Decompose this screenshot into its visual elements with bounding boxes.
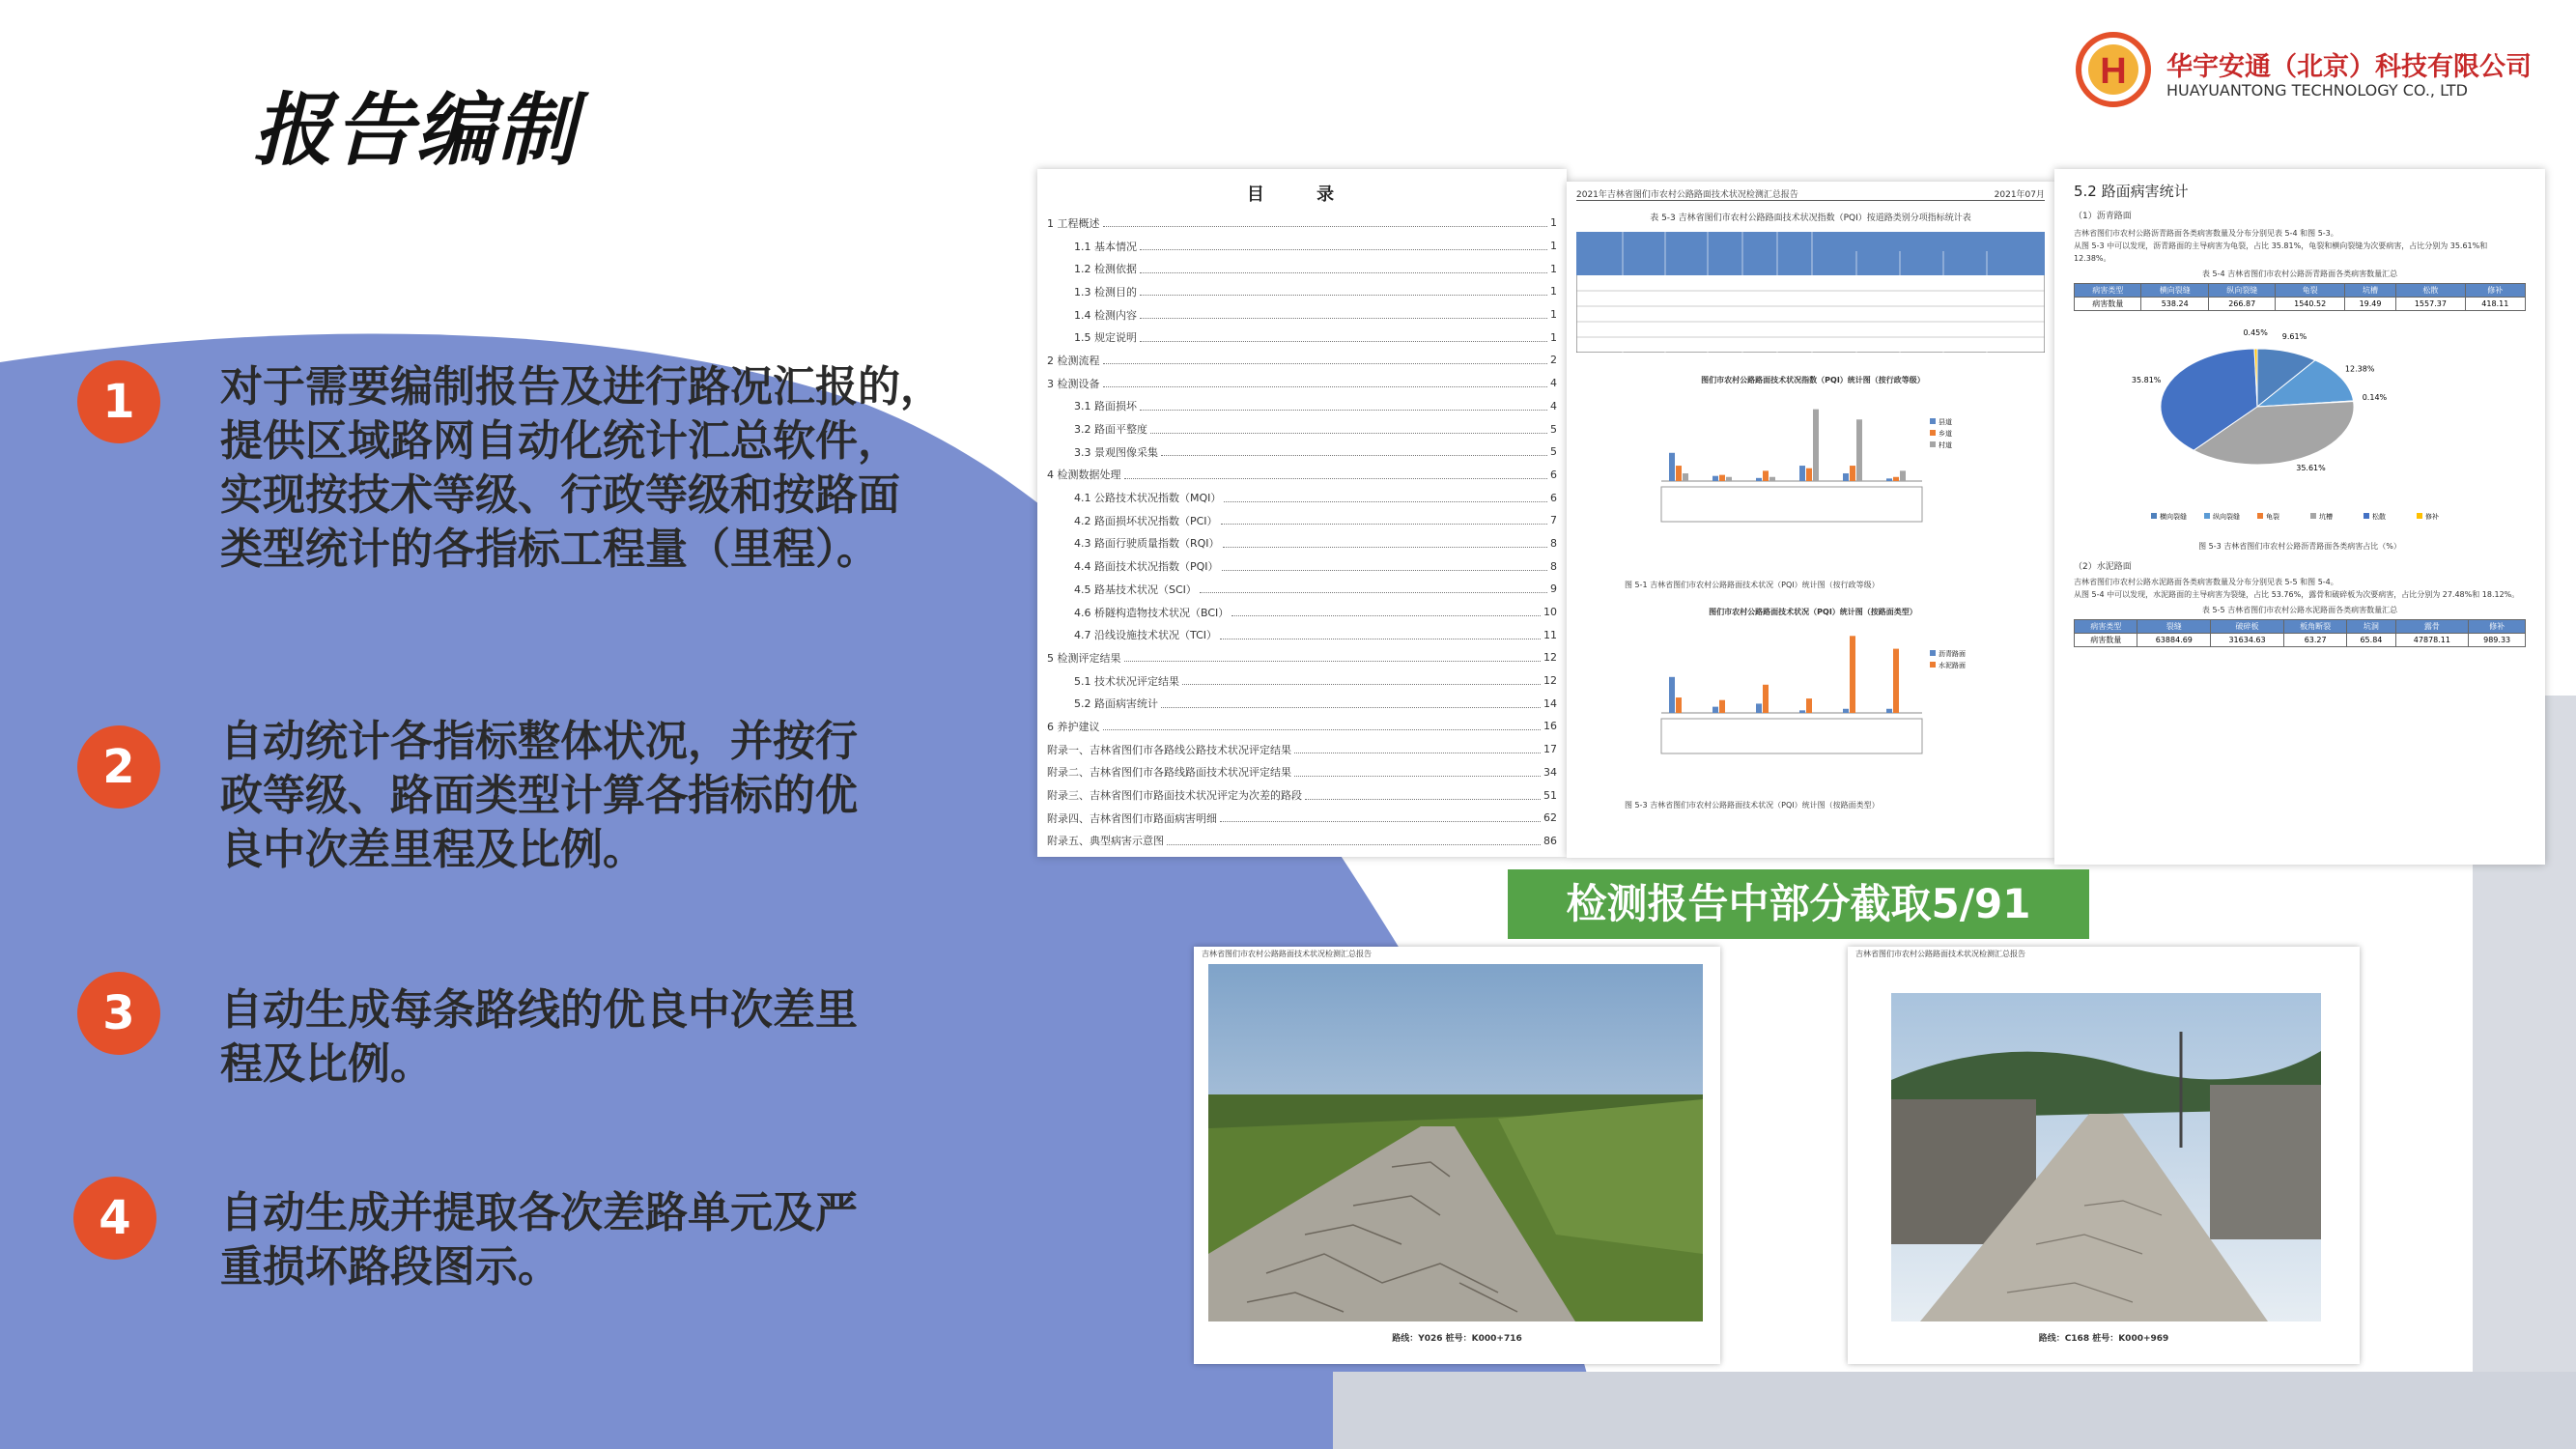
item-3-text: [220, 983, 993, 1092]
table-cell: 989.33: [2469, 634, 2526, 647]
table-cell: 538.24: [2141, 298, 2208, 311]
disease-sub1: （1）沥青路面: [2074, 212, 2132, 221]
table-cell: 1540.52: [2276, 298, 2344, 311]
legend-label: 县道: [1939, 418, 1952, 426]
toc-leader: [1220, 631, 1541, 639]
table-header-cell: 龟裂: [2276, 284, 2344, 298]
legend-swatch: [2310, 513, 2316, 519]
report-page: [1567, 182, 2054, 858]
item-4-line: 自动生成并提取各次差路单元及严: [220, 1188, 858, 1237]
toc-leader: [1103, 722, 1542, 730]
table-cell: 63.27: [2283, 634, 2346, 647]
toc-entry-label: 4.5 路基技术状况（SCI）: [1074, 582, 1197, 596]
item-4-text: [220, 1186, 993, 1294]
table-cell: 63884.69: [2137, 634, 2211, 647]
fig2-title: 图们市农村公路路面技术状况（PQI）统计图（按路面类型）: [1709, 608, 1917, 616]
disease-heading: 5.2 路面病害统计: [2074, 183, 2189, 200]
item-1-text: [220, 360, 1032, 577]
toc-entry-page: 1: [1550, 262, 1557, 275]
toc-entry: [1047, 349, 1557, 372]
table-header-cell: 病害类型: [2075, 620, 2137, 634]
toc-entry: [1047, 464, 1557, 487]
item-4-line: 重损坏路段图示。: [220, 1242, 560, 1292]
disease-table1-caption: 表 5-4 吉林省图们市农村公路沥青路面各类病害数量汇总: [2201, 270, 2398, 278]
toc-entry-label: 5.2 路面病害统计: [1074, 697, 1158, 711]
toc-leader: [1294, 768, 1541, 777]
toc-entry: [1047, 235, 1557, 258]
toc-leader: [1294, 745, 1541, 753]
pie-chart-asphalt: [2074, 315, 2526, 537]
item-2-text: [220, 715, 993, 877]
chart-bar: [1769, 477, 1775, 481]
chart-bar: [1843, 709, 1849, 713]
legend-label: 乡道: [1939, 430, 1952, 438]
fig1-caption: 图 5-1 吉林省图们市农村公路路面技术状况（PQI）统计图（按行政等级）: [1625, 581, 1880, 589]
toc-entry: [1047, 486, 1557, 509]
disease-table-asphalt: [2074, 283, 2526, 311]
legend-swatch: [1930, 650, 1936, 656]
chart-bar: [1799, 710, 1805, 713]
chart-bar: [1856, 419, 1862, 481]
toc-entry-label: 3.1 路面损坏: [1074, 400, 1137, 413]
toc-entry: [1047, 440, 1557, 464]
report-table-caption: 表 5-3 吉林省图们市农村公路路面技术状况指数（PQI）按道路类别分项指标统计表: [1650, 213, 1971, 223]
toc-leader: [1182, 676, 1541, 685]
table-header-cell: 横向裂缝: [2141, 284, 2208, 298]
legend-label: 水泥路面: [1939, 662, 1966, 669]
legend-label: 横向裂缝: [2160, 513, 2187, 521]
report-header-right: 2021年07月: [1994, 190, 2045, 200]
toc-entry: [1047, 807, 1557, 830]
toc-entry: [1047, 669, 1557, 693]
toc-entry-label: 附录一、吉林省图们市各路线公路技术状况评定结果: [1047, 743, 1291, 756]
disease-para1: 吉林省图们市农村公路沥青路面各类病害数量及分布分别见表 5-4 和图 5-3。: [2074, 229, 2338, 238]
chart-bar: [1886, 709, 1892, 713]
photo-1-header: 吉林省图们市农村公路路面技术状况检测汇总报告: [1202, 950, 1372, 958]
chart-bar: [1850, 466, 1855, 481]
toc-entry-label: 附录五、典型病害示意图: [1047, 835, 1164, 848]
item-1-line: 类型统计的各指标工程量（里程）。: [220, 525, 879, 574]
chart-bar: [1843, 473, 1849, 481]
toc-entry-page: 12: [1543, 674, 1557, 688]
photo-2-image: [1891, 993, 2321, 1321]
disease-table-cement: [2074, 619, 2526, 647]
toc-entry: [1047, 417, 1557, 440]
toc-entry-page: 5: [1550, 445, 1557, 459]
table-cell: 418.11: [2465, 298, 2525, 311]
toc-entry-label: 4.6 桥隧构造物技术状况（BCI）: [1074, 606, 1230, 619]
chart-bar: [1756, 703, 1762, 713]
toc-entry-page: 1: [1550, 285, 1557, 298]
photo-1-image: [1208, 964, 1703, 1321]
toc-entry-label: 3.3 景观图像采集: [1074, 445, 1158, 459]
legend-swatch: [1930, 430, 1936, 436]
toc-entry: [1047, 395, 1557, 418]
toc-entry-label: 1 工程概述: [1047, 216, 1100, 230]
legend-swatch: [2204, 513, 2210, 519]
toc-entry-page: 1: [1550, 308, 1557, 322]
report-caption: 检测报告中部分截取5/91: [1508, 869, 2089, 939]
table-header-cell: 修补: [2469, 620, 2526, 634]
toc-entry-label: 3 检测设备: [1047, 377, 1100, 390]
table-cell: 65.84: [2347, 634, 2395, 647]
toc-entry-page: 86: [1543, 834, 1557, 847]
table-header-cell: 裂缝: [2137, 620, 2211, 634]
pie-caption: 图 5-3 吉林省图们市农村公路沥青路面各类病害占比（%）: [2198, 542, 2401, 551]
toc-entry-page: 8: [1550, 536, 1557, 550]
pie-label: 0.14%: [2362, 392, 2388, 402]
fig1-title: 图们市农村公路路面技术状况指数（PQI）统计图（按行政等级）: [1701, 376, 1925, 384]
toc-entry-label: 5.1 技术状况评定结果: [1074, 674, 1179, 688]
chart-bar: [1676, 466, 1682, 481]
disease-sub2: （2）水泥路面: [2074, 562, 2132, 572]
toc-entry-label: 1.1 基本情况: [1074, 240, 1137, 253]
toc-entry: [1047, 303, 1557, 327]
toc-entry: [1047, 212, 1557, 235]
toc-leader: [1103, 218, 1548, 227]
toc-entry: [1047, 692, 1557, 715]
item-3-badge: 3: [77, 972, 160, 1055]
item-2-line: 政等级、路面类型计算各指标的优: [220, 771, 858, 820]
toc-entry: [1047, 646, 1557, 669]
table-header-cell: 露骨: [2395, 620, 2469, 634]
toc-leader: [1140, 265, 1547, 273]
table-header-cell: 纵向裂缝: [2208, 284, 2275, 298]
toc-leader: [1222, 562, 1547, 571]
chart-data-table: [1661, 487, 1922, 522]
toc-entry: [1047, 372, 1557, 395]
toc-entry: [1047, 623, 1557, 646]
toc-entry: [1047, 280, 1557, 303]
toc-entry-page: 8: [1550, 559, 1557, 573]
chart-bar: [1719, 700, 1725, 713]
toc-title: 目 录: [1246, 185, 1358, 205]
table-header-cell: 坑洞: [2347, 620, 2395, 634]
toc-entry-label: 5 检测评定结果: [1047, 651, 1121, 665]
toc-entry-page: 6: [1550, 491, 1557, 504]
toc-entry: [1047, 326, 1557, 349]
toc-entry-page: 9: [1550, 582, 1557, 596]
toc-entry: [1047, 601, 1557, 624]
toc-leader: [1140, 402, 1547, 411]
disease-page: [2054, 169, 2545, 865]
legend-label: 松散: [2372, 513, 2386, 521]
toc-entry-page: 12: [1543, 651, 1557, 665]
toc-entry-label: 4.2 路面损坏状况指数（PCI）: [1074, 514, 1218, 527]
photo-2-header: 吉林省图们市农村公路路面技术状况检测汇总报告: [1855, 950, 2025, 958]
chart-bar: [1676, 697, 1682, 713]
chart-bar: [1669, 453, 1675, 481]
toc-leader: [1161, 447, 1547, 456]
toc-entry: [1047, 532, 1557, 555]
road-photo-2: [1848, 947, 2360, 1364]
toc-entry-page: 1: [1550, 240, 1557, 253]
road-photo-1: [1194, 947, 1720, 1364]
legend-swatch: [2364, 513, 2369, 519]
table-cell: 病害数量: [2075, 298, 2141, 311]
table-cell: 47878.11: [2395, 634, 2469, 647]
chart-bar: [1683, 473, 1688, 481]
toc-entry: [1047, 761, 1557, 784]
table-header-cell: 板角断裂: [2283, 620, 2346, 634]
toc-entry-label: 4 检测数据处理: [1047, 469, 1121, 482]
legend-label: 纵向裂缝: [2213, 513, 2240, 521]
chart-bar: [1806, 469, 1812, 481]
toc-entry-label: 4.1 公路技术状况指数（MQI）: [1074, 492, 1222, 505]
chart-bar: [1669, 677, 1675, 713]
toc-entry-label: 附录三、吉林省图们市路面技术状况评定为次差的路段: [1047, 789, 1302, 803]
pie-label: 9.61%: [2281, 331, 2307, 341]
legend-swatch: [2417, 513, 2422, 519]
pqi-table: [1576, 232, 2045, 353]
company-name-en: HUAYUANTONG TECHNOLOGY CO., LTD: [2166, 81, 2468, 99]
toc-entry-page: 1: [1550, 216, 1557, 230]
legend-swatch: [1930, 662, 1936, 668]
table-cell: 266.87: [2208, 298, 2275, 311]
toc-entry-page: 51: [1543, 788, 1557, 802]
item-2-badge: 2: [77, 725, 160, 809]
chart-bar: [1893, 649, 1899, 713]
toc-leader: [1140, 242, 1547, 250]
chart-bar: [1886, 478, 1892, 481]
chart-bar: [1756, 478, 1762, 481]
toc-entry-page: 62: [1543, 811, 1557, 825]
toc-entry-page: 11: [1543, 628, 1557, 641]
chart-bar: [1900, 470, 1906, 481]
toc-entry-page: 14: [1543, 696, 1557, 710]
photo-1-caption: 路线：Y026 桩号：K000+716: [1392, 1334, 1522, 1344]
legend-label: 修补: [2425, 513, 2439, 521]
company-logo-icon: [2075, 31, 2152, 108]
chart-bar: [1763, 470, 1769, 481]
table-cell: 病害数量: [2075, 634, 2137, 647]
table-header-cell: 坑槽: [2344, 284, 2395, 298]
toc-entry-label: 2 检测流程: [1047, 354, 1100, 367]
toc-leader: [1221, 516, 1547, 525]
toc-entry: [1047, 738, 1557, 761]
toc-entry-page: 10: [1543, 606, 1557, 619]
table-cell: 1557.37: [2396, 298, 2465, 311]
chart-bar: [1893, 477, 1899, 481]
chart-bar: [1850, 636, 1855, 713]
toc-entry-label: 附录四、吉林省图们市路面病害明细: [1047, 811, 1217, 825]
item-1-badge: 1: [77, 360, 160, 443]
chart-bar: [1806, 698, 1812, 713]
toc-leader: [1161, 699, 1541, 708]
toc-entry-label: 1.4 检测内容: [1074, 308, 1137, 322]
toc-entry-page: 7: [1550, 514, 1557, 527]
svg-text:H: H: [2100, 51, 2127, 92]
toc-leader: [1150, 425, 1547, 434]
company-logo: [2075, 31, 2538, 108]
toc-leader: [1200, 584, 1547, 593]
toc-entry-page: 1: [1550, 330, 1557, 344]
chart-bar: [1813, 410, 1819, 481]
report-header-left: 2021年吉林省图们市农村公路路面技术状况检测汇总报告: [1576, 190, 1798, 200]
toc-entry-page: 17: [1543, 743, 1557, 756]
legend-swatch: [2151, 513, 2157, 519]
toc-list: [1037, 206, 1567, 852]
table-header-cell: 松散: [2396, 284, 2465, 298]
company-name-cn: 华宇安通（北京）科技有限公司: [2166, 52, 2532, 82]
toc-entry-label: 1.3 检测目的: [1074, 285, 1137, 298]
legend-swatch: [1930, 441, 1936, 447]
toc-entry: [1047, 554, 1557, 578]
chart-bar: [1719, 475, 1725, 481]
pie-label: 35.81%: [2131, 376, 2162, 385]
disease-para1b: 从图 5-3 中可以发现，沥青路面的主导病害为龟裂，占比 35.81%，龟裂和横向裂缝为次要病害，占比分别为 35.61%和 12.38%。: [2074, 242, 2488, 263]
table-cell: 31634.63: [2211, 634, 2284, 647]
toc-entry-label: 4.7 沿线设施技术状况（TCI）: [1074, 629, 1217, 642]
toc-leader: [1220, 813, 1541, 822]
toc-entry-page: 4: [1550, 377, 1557, 390]
toc-entry: [1047, 578, 1557, 601]
toc-leader: [1124, 470, 1548, 479]
item-2-line: 自动统计各指标整体状况，并按行: [220, 717, 858, 766]
item-2-line: 良中次差里程及比例。: [220, 825, 645, 874]
toc-leader: [1223, 539, 1547, 548]
toc-entry: [1047, 257, 1557, 280]
toc-entry-label: 4.4 路面技术状况指数（PQI）: [1074, 560, 1219, 574]
toc-entry-page: 2: [1550, 354, 1557, 367]
chart-bar: [1713, 476, 1718, 481]
toc-page: [1037, 169, 1567, 857]
table-header-cell: 病害类型: [2075, 284, 2141, 298]
page-title: 报告编制: [253, 85, 578, 177]
toc-entry-page: 4: [1550, 399, 1557, 412]
toc-leader: [1140, 310, 1547, 319]
toc-entry: [1047, 830, 1557, 853]
bar-chart-surface: [1632, 621, 1980, 766]
pie-label: 35.61%: [2296, 463, 2326, 472]
legend-label: 沥青路面: [1939, 650, 1966, 658]
toc-leader: [1167, 837, 1541, 845]
toc-entry: [1047, 509, 1557, 532]
item-1-line: 对于需要编制报告及进行路况汇报的，: [220, 362, 943, 412]
toc-entry: [1047, 783, 1557, 807]
item-3-line: 程及比例。: [220, 1039, 433, 1089]
item-3-line: 自动生成每条路线的优良中次差里: [220, 985, 858, 1035]
toc-leader: [1231, 608, 1541, 616]
bar-chart-admin: [1632, 389, 1980, 534]
toc-entry-label: 6 养护建议: [1047, 720, 1100, 733]
disease-para2b: 从图 5-4 中可以发现，水泥路面的主导病害为裂缝，占比 53.76%，露骨和破碎板为次要病害，占比分别为 27.48%和 18.12%。: [2074, 590, 2520, 599]
fig2-caption: 图 5-3 吉林省图们市农村公路路面技术状况（PQI）统计图（按路面类型）: [1625, 801, 1880, 810]
toc-leader: [1103, 379, 1548, 387]
toc-leader: [1140, 287, 1547, 296]
legend-swatch: [1930, 418, 1936, 424]
toc-entry-label: 1.2 检测依据: [1074, 263, 1137, 276]
legend-label: 龟裂: [2266, 513, 2279, 521]
toc-entry: [1047, 715, 1557, 738]
toc-entry-label: 3.2 路面平整度: [1074, 423, 1147, 437]
table-header-cell: 破碎板: [2211, 620, 2284, 634]
table-cell: 19.49: [2344, 298, 2395, 311]
chart-data-table: [1661, 719, 1922, 753]
chart-bar: [1713, 707, 1718, 713]
legend-label: 坑槽: [2319, 513, 2333, 521]
toc-entry-label: 4.3 路面行驶质量指数（RQI）: [1074, 537, 1220, 551]
toc-leader: [1124, 653, 1542, 662]
chart-bar: [1763, 685, 1769, 713]
item-1-line: 实现按技术等级、行政等级和按路面: [220, 470, 900, 520]
toc-entry-label: 1.5 规定说明: [1074, 331, 1137, 345]
photo-2-caption: 路线：C168 桩号：K000+969: [2038, 1334, 2169, 1344]
toc-leader: [1140, 333, 1547, 342]
toc-entry-page: 5: [1550, 422, 1557, 436]
legend-swatch: [2257, 513, 2263, 519]
toc-leader: [1224, 494, 1547, 502]
toc-entry-label: 附录二、吉林省图们市各路线路面技术状况评定结果: [1047, 766, 1291, 780]
toc-leader: [1305, 791, 1541, 800]
item-1-line: 提供区域路网自动化统计汇总软件，: [220, 416, 900, 466]
pie-label: 0.45%: [2243, 328, 2268, 338]
disease-para2: 吉林省图们市农村公路水泥路面各类病害数量及分布分别见表 5-5 和图 5-4。: [2074, 578, 2338, 586]
chart-bar: [1799, 466, 1805, 481]
toc-entry-page: 6: [1550, 468, 1557, 481]
toc-leader: [1103, 355, 1548, 364]
chart-bar: [1726, 477, 1732, 481]
toc-entry-page: 16: [1543, 720, 1557, 733]
pie-label: 12.38%: [2344, 364, 2375, 374]
toc-entry-page: 34: [1543, 765, 1557, 779]
table-header-cell: 修补: [2465, 284, 2525, 298]
legend-label: 村道: [1939, 441, 1952, 449]
disease-table2-caption: 表 5-5 吉林省图们市农村公路水泥路面各类病害数量汇总: [2201, 606, 2398, 614]
item-4-badge: 4: [73, 1177, 156, 1260]
